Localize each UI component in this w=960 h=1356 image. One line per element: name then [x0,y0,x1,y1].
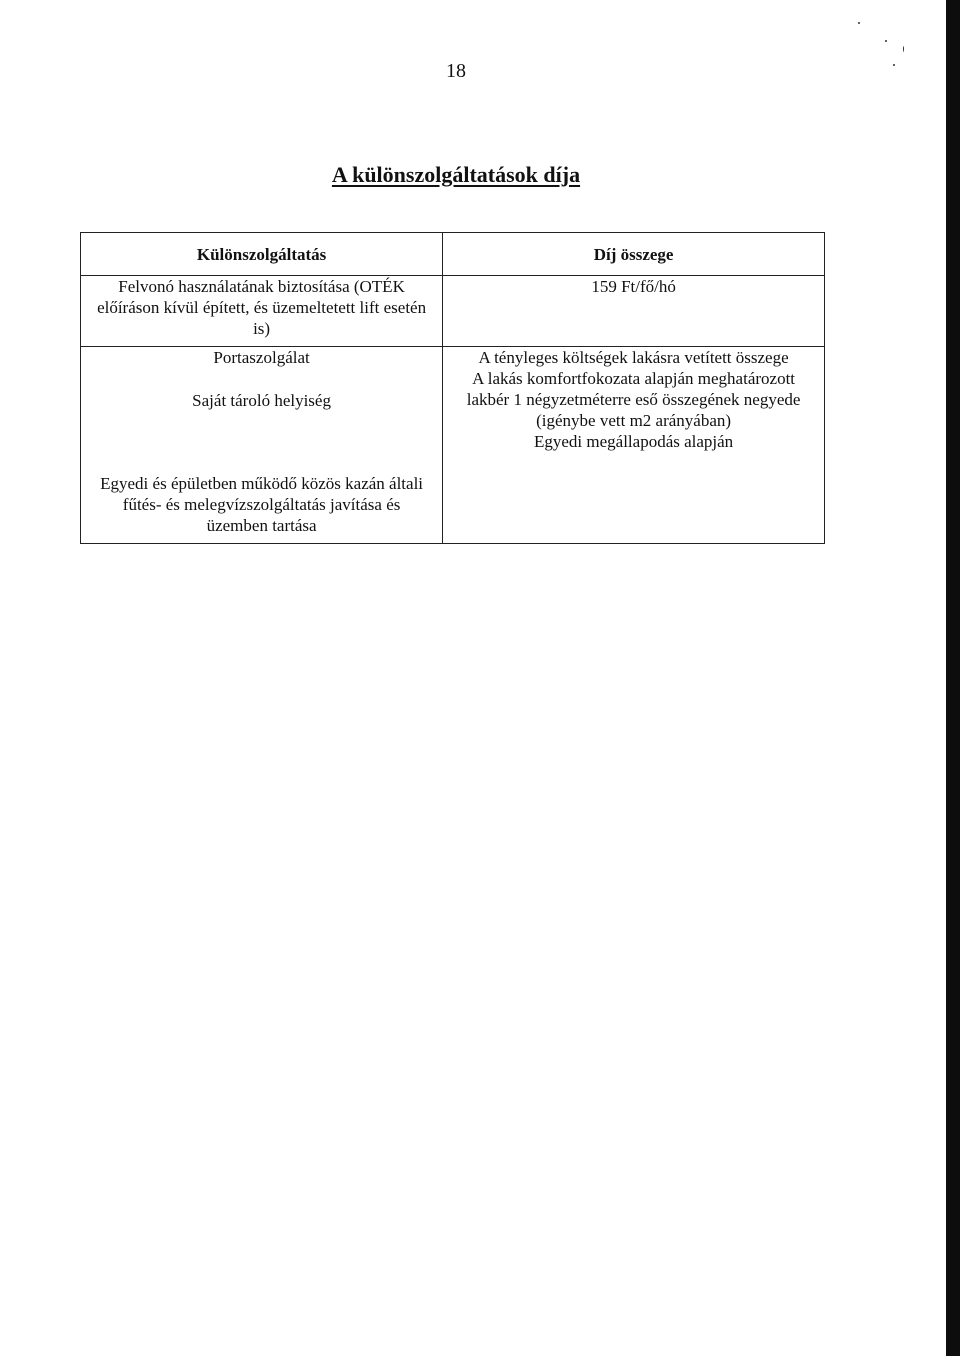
header-fee: Díj összege [443,233,825,276]
fee-cell [443,276,825,347]
scan-edge [946,0,960,1356]
service-porter: Portaszolgálat [213,348,310,367]
fee-lift: 159 Ft/fő/hó [591,277,676,296]
scan-speck [885,40,887,42]
fee-boiler: Egyedi megállapodás alapján [533,432,734,451]
service-cell [81,347,443,544]
spacer [91,368,432,390]
table-row [81,276,825,347]
document-title: A különszolgáltatások díja [331,162,581,187]
service-boiler: Egyedi és épületben működő közös kazán általi fűtés- és melegvízszolgáltatás javítása és üzemben tartása [100,474,424,535]
table-header-row [81,233,825,276]
fee-cell [443,347,825,544]
header-service: Különszolgáltatás [81,233,443,276]
page-number: 18 [446,60,466,82]
scan-speck [903,46,904,52]
service-cell [81,276,443,347]
fee-porter: A tényleges költségek lakásra vetített összege [478,348,789,367]
table-row [81,347,825,544]
service-lift: Felvonó használatának biztosítása (OTÉK előíráson kívül épített, és üzemeltetett lift esetén is) [97,277,427,338]
service-storage: Saját tároló helyiség [192,391,331,410]
fee-storage: A lakás komfortfokozata alapján meghatározott lakbér 1 négyzetméterre eső összegének negyede (igénybe vett m2 arányában) [466,369,801,430]
fee-table [80,232,825,544]
spacer [91,411,432,473]
scan-speck [858,22,860,24]
